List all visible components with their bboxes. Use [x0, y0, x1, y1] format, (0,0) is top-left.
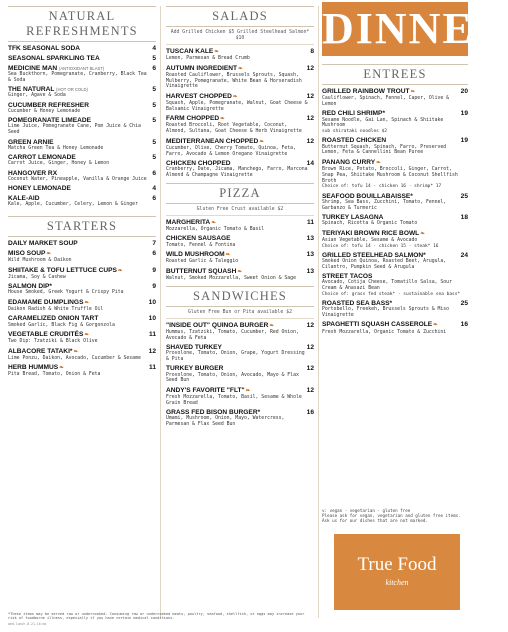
menu-item-name — [166, 251, 314, 259]
menu-item-name-text: HARVEST CHOPPED — [166, 92, 232, 100]
menu-item-options: Choice of: tofu 14 · chicken 16 · shrimp* 17 — [322, 184, 442, 190]
menu-item — [8, 117, 156, 136]
menu-item-name — [166, 138, 314, 146]
menu-item — [8, 185, 156, 192]
sandwiches-note: Gluten Free Bun or Pita available $2 — [188, 309, 292, 315]
menu-item-description: Shrimp, Sea Bass, Zucchini, Tomato, Fennel, Garbanzo & Turmeric — [322, 199, 447, 211]
divider — [166, 318, 314, 319]
menu-item-price: 9 — [152, 266, 156, 274]
menu-item — [8, 170, 156, 183]
menu-item-price: 5 — [152, 138, 156, 146]
menu-item-note: (HOT OR COLD) — [56, 86, 88, 92]
natural-refreshments-header: NATURAL REFRESHMENTS — [8, 6, 156, 42]
vegetarian-sprout-icon: ❧ — [269, 322, 274, 329]
vegetarian-sprout-icon: ❧ — [245, 387, 251, 394]
menu-item-description: Asian Vegetable, Sesame & Avocado — [322, 237, 418, 243]
pizza-note: Gluten Free Crust available $2 — [196, 206, 284, 212]
menu-item-name-text: MEDICINE MAN — [8, 64, 58, 72]
entrees-header: ENTREES — [322, 64, 468, 85]
menu-item-name — [166, 93, 314, 101]
menu-item — [8, 102, 156, 115]
menu-code: wed.lunch.8.21.16.ms — [8, 622, 47, 626]
menu-item — [322, 159, 468, 190]
menu-item-description: Ginger, Agave & Soda — [8, 93, 66, 99]
menu-item-price: 19 — [460, 137, 468, 145]
true-food-kitchen-logo — [334, 534, 460, 610]
menu-item-name-text: EDAMAME DUMPLINGS — [8, 298, 84, 306]
middle-column — [166, 0, 314, 430]
menu-item — [322, 252, 468, 271]
menu-item-description: Pita Bread, Tomato, Onion & Feta — [8, 372, 101, 378]
menu-item-name — [322, 110, 468, 117]
menu-item-description: Hummus, Tzatziki, Tomato, Cucumber, Red Onion, Avocado & Feta — [166, 329, 299, 341]
divider — [166, 215, 314, 216]
menu-item-price: 12 — [148, 347, 156, 355]
menu-item-price: 8 — [310, 48, 314, 55]
menu-item-price: 16 — [460, 321, 468, 329]
menu-item — [322, 193, 468, 212]
menu-item — [322, 214, 468, 227]
menu-item-price: 12 — [306, 92, 314, 100]
menu-item-price: 11 — [307, 218, 314, 226]
menu-item-price: 4 — [152, 45, 156, 52]
menu-item-price: 20 — [460, 88, 468, 95]
vegetarian-sprout-icon: ❧ — [214, 49, 219, 55]
menu-item-description: Fresh Mozzarella, Tomato, Basil, Sesame & Whole Grain Bread — [166, 394, 302, 406]
menu-item-name-text: TFK SEASONAL SODA — [8, 45, 81, 52]
dinner-banner: DINNER — [322, 2, 468, 56]
menu-item-description: Brown Rice, Potato, Broccoli, Ginger, Carrot, Snap Pea, Shiitake Mushroom & Coconut Shellfish Broth — [322, 166, 458, 184]
menu-item-name-text: WILD MUSHROOM — [166, 250, 225, 258]
menu-item-name — [322, 137, 468, 144]
menu-item-description: Fresh Mozzarella, Organic Tomato & Zucchini — [322, 329, 447, 335]
menu-item — [8, 283, 156, 296]
menu-item-description: Roasted Garlic & Taleggio — [166, 259, 239, 265]
menu-item-description: Provolone, Tomato, Onion, Grape, Yogurt Dressing & Pita — [166, 351, 305, 362]
menu-item-price: 12 — [306, 321, 314, 329]
menu-item-name-text: CARROT LEMONADE — [8, 154, 76, 162]
vegetarian-sprout-icon: ❧ — [259, 138, 264, 145]
menu-item — [166, 65, 314, 91]
menu-item-description: Lime Juice, Pomegranate Cane, Pom Juice & Chia Seed — [8, 124, 141, 136]
menu-item — [166, 160, 314, 179]
menu-item — [322, 110, 468, 134]
menu-item-name-text: ROASTED SEA BASS* — [322, 300, 393, 308]
menu-item — [166, 115, 314, 135]
menu-item-description: Lime Ponzu, Daikon, Avocado, Cucumber & Sesame — [8, 355, 141, 361]
legend-key: v: vegan · vegetarian · gluten free — [322, 508, 411, 513]
right-column — [322, 60, 468, 338]
menu-item-name — [8, 240, 156, 247]
vegetarian-sprout-icon: ❧ — [59, 365, 64, 372]
menu-item-name — [8, 45, 156, 52]
menu-item-name-text: MISO SOUP — [8, 249, 46, 257]
left-column — [8, 0, 156, 381]
menu-item — [166, 93, 314, 113]
menu-item-price: 19 — [460, 110, 468, 118]
menu-item — [166, 251, 314, 265]
menu-item-price: 6 — [152, 249, 156, 257]
menu-item-description: Coconut Water, Pineapple, Vanilla & Orange Juice — [8, 176, 147, 182]
menu-item-price: 12 — [306, 386, 314, 394]
menu-item-price: 11 — [149, 364, 156, 372]
menu-item-name — [322, 159, 468, 167]
raw-food-disclaimer: *These items may be served raw or undercooked. Consuming raw or undercooked meats, poultry, seafood, shellfish, or eggs may increase your risk of foodborne illness, especially if you have certain medical conditions. — [8, 612, 305, 621]
menu-item-price: 7 — [152, 240, 156, 248]
menu-item-name-text: MARGHERITA — [166, 218, 211, 226]
menu-item-name-text: GRILLED STEELHEAD SALMON* — [322, 251, 426, 259]
menu-item-name — [166, 322, 314, 330]
menu-item-name — [322, 252, 468, 259]
menu-item-price: 13 — [306, 250, 314, 258]
menu-item — [322, 230, 468, 250]
menu-item — [166, 365, 314, 384]
menu-item-price: 5 — [152, 154, 156, 162]
menu-item-name-text: RED CHILI SHRIMP* — [322, 110, 386, 118]
menu-item-name-text: MEDITERRANEAN CHOPPED — [166, 137, 259, 145]
menu-item-price: 11 — [149, 330, 156, 338]
dietary-legend — [322, 508, 468, 524]
menu-item-description: Spinach, Ricotta & Organic Tomato — [322, 221, 418, 227]
menu-item — [166, 268, 314, 282]
column-divider — [160, 6, 161, 618]
vegetarian-sprout-icon: ❧ — [84, 331, 89, 338]
menu-item — [8, 55, 156, 62]
menu-item-name — [166, 65, 314, 73]
menu-item-name-text: CUCUMBER REFRESHER — [8, 101, 89, 109]
menu-item — [8, 267, 156, 281]
menu-item-name-text: ALBACORE TATAKI* — [8, 347, 73, 355]
menu-item-description: Daikon Radish & White Truffle Oil — [8, 306, 104, 312]
vegetarian-sprout-icon: ❧ — [117, 267, 123, 274]
menu-item — [166, 138, 314, 158]
menu-item-name-text: THE NATURAL — [8, 85, 55, 93]
menu-item — [8, 299, 156, 313]
menu-item-price: 9 — [152, 283, 156, 291]
sandwiches-header: SANDWICHES — [166, 286, 314, 307]
menu-item-description: Tomato, Fennel & Fontina — [166, 242, 236, 248]
menu-item-name-text: HONEY LEMONADE — [8, 185, 71, 193]
menu-item-description: Portobello, Freekeh, Brussels Sprouts & Miso Vinaigrette — [322, 307, 450, 319]
menu-item — [166, 219, 314, 233]
menu-item-price: 6 — [152, 195, 156, 203]
menu-item-price: 12 — [306, 137, 314, 145]
column-divider — [318, 6, 319, 618]
menu-item-price: 14 — [306, 159, 314, 167]
menu-item-price: 6 — [152, 169, 156, 177]
menu-item-name-text: KALE-AID — [8, 195, 40, 203]
menu-item-name-text: POMEGRANATE LIMEADE — [8, 117, 92, 125]
menu-item — [322, 88, 468, 108]
menu-item-name-text: HERB HUMMUS — [8, 364, 59, 372]
menu-item-price: 5 — [152, 85, 156, 93]
menu-item-description: Smoked Onion Quinoa, Roasted Beet, Arugula, Cilantro, Pumpkin Seed & Arugula — [322, 258, 447, 270]
menu-item-name — [166, 235, 314, 242]
menu-item-name-text: SPAGHETTI SQUASH CASSEROLE — [322, 321, 433, 329]
starters-header: STARTERS — [8, 216, 156, 237]
menu-item-name-text: AUTUMN INGREDIENT — [166, 64, 238, 72]
sandwiches-list — [166, 322, 314, 428]
menu-item-price: 16 — [306, 409, 314, 417]
menu-item-description: Cranberry, Date, Jicama, Manchego, Farro, Marcona Almond & Champagne Vinaigrette — [166, 167, 308, 178]
menu-item-name-text: SHAVED TURKEY — [166, 343, 222, 351]
vegetarian-sprout-icon: ❧ — [410, 89, 416, 95]
menu-item-name — [166, 48, 314, 56]
menu-item-note: (ANTIOXIDANT BLAST) — [58, 65, 105, 71]
menu-item-description: Cucumber, Olive, Cherry Tomato, Quinoa, Feta, Farro, Avocado & Lemon Oregano Vinaigrette — [166, 145, 296, 157]
menu-item-name-text: TERIYAKI BROWN RICE BOWL — [322, 229, 420, 237]
menu-item-price: 5 — [152, 101, 156, 109]
menu-item-name-text: ROASTED CHICKEN — [322, 137, 387, 145]
menu-item-name — [8, 299, 156, 307]
menu-item-price: 4 — [152, 185, 156, 193]
menu-item-price: 10 — [148, 298, 156, 306]
vegetarian-sprout-icon: ❧ — [433, 322, 438, 329]
menu-item-price: 5 — [152, 54, 156, 62]
menu-item-description: Butternut Squash, Spinach, Farro, Preserved Lemon, Feta & Cannellini Bean Puree — [322, 144, 447, 156]
menu-item — [322, 321, 468, 335]
vegetarian-sprout-icon: ❧ — [211, 219, 216, 226]
menu-item-name — [8, 139, 156, 146]
menu-item — [166, 409, 314, 428]
vegetarian-sprout-icon: ❧ — [232, 93, 238, 100]
menu-item-description: Wild Mushroom & Daikon — [8, 258, 72, 264]
vegetarian-sprout-icon: ❧ — [220, 116, 225, 123]
natural-refreshments-list — [8, 45, 156, 208]
menu-item-name — [8, 185, 156, 192]
menu-item — [8, 240, 156, 247]
vegetarian-sprout-icon: ❧ — [420, 230, 425, 237]
menu-item-description: Smoked Garlic, Black Fig & Gorgonzola — [8, 322, 115, 328]
menu-item-name — [8, 331, 156, 339]
menu-item-price: 24 — [460, 251, 468, 259]
menu-item-description: House Smoked, Greek Yogurt & Crispy Pita — [8, 290, 124, 296]
vegetarian-sprout-icon: ❧ — [84, 299, 90, 306]
menu-item-name — [322, 88, 468, 96]
menu-item-name-text: CARAMELIZED ONION TART — [8, 315, 99, 323]
menu-item-price: 6 — [152, 64, 156, 72]
menu-item-options: Choice of: grass fed steak* · sustainable sea bass* — [322, 291, 461, 297]
menu-item-price: 13 — [306, 235, 314, 243]
menu-item-name — [8, 250, 156, 258]
menu-item-price: 12 — [306, 115, 314, 123]
vegetarian-sprout-icon: ❧ — [225, 251, 231, 258]
menu-item — [8, 195, 156, 208]
menu-item — [166, 48, 314, 62]
menu-item — [8, 250, 156, 264]
menu-item-name — [166, 387, 314, 395]
legend-note: Please ask for vegan, vegetarian and gluten free items. Ask us for our dishes that are not marked. — [322, 513, 461, 524]
menu-item — [8, 65, 156, 84]
menu-item-name — [166, 268, 314, 276]
menu-item-name-text: SEASONAL SPARKLING TEA — [8, 54, 100, 62]
menu-item-name-text: STREET TACOS — [322, 273, 373, 281]
menu-item-price: 25 — [460, 192, 468, 200]
menu-item-price: 18 — [460, 213, 468, 221]
menu-item-price: 12 — [306, 365, 314, 373]
menu-item — [8, 45, 156, 52]
menu-item-name-text: DAILY MARKET SOUP — [8, 240, 78, 248]
menu-item-name-text: TURKEY BURGER — [166, 365, 224, 373]
menu-item — [166, 322, 314, 342]
divider — [166, 44, 314, 45]
menu-item-name — [322, 321, 468, 329]
menu-item-name — [8, 170, 156, 177]
menu-item-name-text: GREEN ARNIE — [8, 138, 54, 146]
menu-item-name-text: GRASS FED BISON BURGER* — [166, 409, 261, 417]
menu-item-name-text: "INSIDE OUT" QUINOA BURGER — [166, 321, 269, 329]
vegetarian-sprout-icon: ❧ — [73, 348, 79, 355]
menu-item — [8, 331, 156, 345]
menu-item-description: Umami, Mushroom, Onion, Mayo, Watercress, Parmesan & Flax Seed Bun — [166, 416, 285, 428]
menu-item-name-text: CHICKEN CHOPPED — [166, 159, 231, 167]
menu-item-description: Carrot Juice, Ginger, Honey & Lemon — [8, 161, 110, 167]
menu-item-options: sub shirataki noodles $2 — [322, 129, 388, 135]
menu-item-name — [322, 230, 468, 238]
menu-item-description: Sea Buckthorn, Pomegranate, Cranberry, Black Tea & Soda — [8, 71, 147, 83]
logo-wordmark: True Food — [357, 554, 437, 575]
menu-item-name-text: SHIITAKE & TOFU LETTUCE CUPS — [8, 266, 117, 274]
menu-item-name-text: TUSCAN KALE — [166, 48, 214, 55]
vegetarian-sprout-icon: ❧ — [237, 268, 242, 275]
vegetarian-sprout-icon: ❧ — [238, 65, 243, 72]
logo-subtitle: kitchen — [385, 578, 409, 587]
menu-item-description: Jicama, Soy & Cashew — [8, 274, 66, 280]
menu-item-price: 12 — [306, 64, 314, 72]
menu-item-price: 13 — [306, 267, 314, 275]
menu-item-description: Kale, Apple, Cucumber, Celery, Lemon & Ginger — [8, 202, 138, 208]
menu-item — [166, 235, 314, 248]
menu-item-name — [322, 193, 468, 200]
menu-item-price: 5 — [152, 117, 156, 125]
starters-list — [8, 240, 156, 378]
menu-item-name — [8, 65, 156, 72]
menu-item-name — [8, 267, 156, 275]
menu-item — [322, 300, 468, 319]
menu-item-options: Choice of: tofu 14 · chicken 15 · steak* 16 — [322, 243, 439, 249]
menu-item — [322, 273, 468, 297]
menu-item — [8, 154, 156, 167]
menu-item-description: Matcha Green Tea & Honey Lemonade — [8, 145, 104, 151]
menu-item-description: Squash, Apple, Pomegranate, Walnut, Goat Cheese & Balsamic Vinaigrette — [166, 100, 308, 112]
menu-item — [8, 348, 156, 362]
menu-item-name-text: SEAFOOD BOUILLABAISSE* — [322, 192, 413, 200]
menu-item-name-text: TURKEY LASAGNA — [322, 213, 384, 221]
menu-item-description: Roasted Broccoli, Root Vegetable, Coconut, Almond, Sultana, Goat Cheese & Herb Vinaigrette — [166, 123, 302, 135]
menu-item-description: Mozzarella, Organic Tomato & Basil — [166, 226, 265, 232]
menu-item-description: Cucumber & Honey Lemonade — [8, 108, 81, 114]
menu-item-description: Lemon, Parmesan & Bread Crumb — [166, 56, 250, 62]
menu-item-description: Avocado, Cotija Cheese, Tomatillo Salsa, Sour Cream & Anasazi Bean — [322, 280, 452, 292]
menu-item-name — [8, 315, 156, 322]
menu-item — [8, 139, 156, 152]
vegetarian-sprout-icon: ❧ — [46, 250, 51, 257]
menu-item-price: 12 — [306, 343, 314, 351]
menu-item — [8, 315, 156, 328]
menu-item-name-text: FARM CHOPPED — [166, 115, 220, 123]
salads-note: Add Grilled Chicken $5 Grilled Steelhead Salmon* $10 — [170, 30, 310, 41]
menu-item-description: Two Dip: Tzatziki & Black Olive — [8, 339, 98, 345]
pizza-list — [166, 219, 314, 282]
menu-item-name-text: CHICKEN SAUSAGE — [166, 235, 231, 243]
menu-item-name-text: VEGETABLE CRUDITÉS — [8, 330, 84, 338]
vegetarian-sprout-icon: ❧ — [376, 159, 381, 166]
salads-header: SALADS — [166, 6, 314, 27]
menu-item — [322, 137, 468, 156]
menu-item-name — [8, 348, 156, 356]
menu-item-name-text: HANGOVER RX — [8, 169, 58, 177]
menu-item-name-text: PANANG CURRY — [322, 158, 376, 166]
menu-item-name-text: ANDY'S FAVORITE "FLT" — [166, 386, 245, 394]
menu-item-name — [8, 55, 156, 62]
menu-item-name — [8, 102, 156, 109]
menu-item-name-text: SALMON DIP* — [8, 283, 52, 291]
menu-item — [166, 344, 314, 363]
menu-item — [8, 86, 156, 99]
menu-item-description: Cauliflower, Spinach, Fennel, Caper, Olive & Lemon — [322, 96, 450, 107]
menu-item — [8, 364, 156, 378]
menu-item-name-text: BUTTERNUT SQUASH — [166, 267, 237, 275]
menu-item — [166, 387, 314, 407]
menu-item-name — [166, 365, 314, 372]
menu-item-description: Walnut, Smoked Mozzarella, Sweet Onion & Sage — [166, 275, 296, 281]
entrees-list — [322, 88, 468, 335]
salads-list — [166, 48, 314, 179]
menu-item-description: Roasted Cauliflower, Brussels Sprouts, Squash, Mulberry, Pomegranate, White Bean & Horseradish Vinaigrette — [166, 72, 302, 90]
menu-item-price: 25 — [460, 300, 468, 308]
menu-item-description: Sesame Noodle, Gai Lan, Spinach & Shiitake Mushroom — [322, 117, 444, 129]
menu-item-name-text: GRILLED RAINBOW TROUT — [322, 88, 410, 95]
menu-item-price: 10 — [148, 315, 156, 323]
pizza-header: PIZZA — [166, 183, 314, 204]
menu-item-description: Provolone, Tomato, Onion, Avocado, Mayo & Flax Seed Bun — [166, 372, 299, 384]
menu-item-name — [166, 219, 314, 227]
